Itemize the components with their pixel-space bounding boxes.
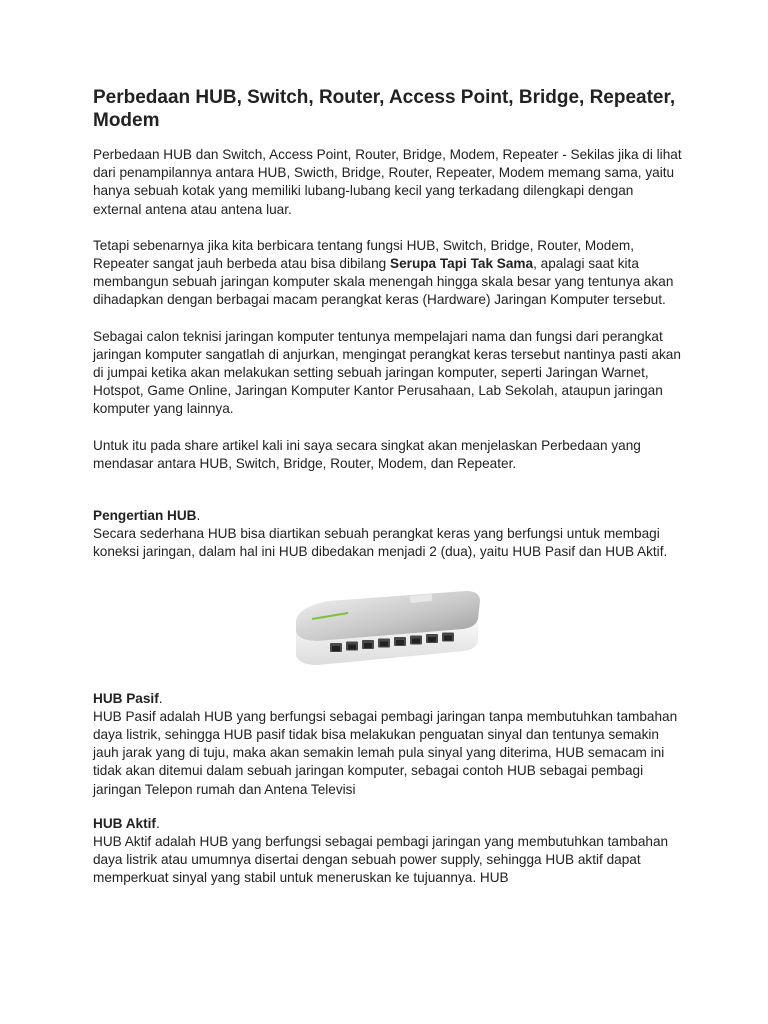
section-heading-hub-pasif: HUB Pasif. [93,690,163,706]
function-paragraph-start: Tetapi sebenarnya jika kita berbicara tentang fungsi HUB, Switch, Bridge, Router, Modem, Repeater sangat jauh berbeda atau bisa dibilang [93,237,635,272]
section-body-hub-aktif: HUB Aktif adalah HUB yang berfungsi sebagai pembagi jaringan yang membutuhkan tambahan daya listrik atau umumnya disertai dengan sebuah power supply, sehingga HUB aktif dapat memperkuat sinyal yang stabil untuk meneruskan ke tujuannya. HUB [93,834,669,886]
network-hub-device-icon [288,579,488,669]
intro-paragraph: Perbedaan HUB dan Switch, Access Point, Router, Bridge, Modem, Repeater - Sekilas jika di lihat dari penampilannya antara HUB, Swicth, Bridge, Router, Repeater, Modem memang sama, yaitu hanya sebuah kotak yang memiliki lubang-lubang kecil yang terkadang dilengkapi dengan external antena atau antena luar. [93,147,682,217]
hub-image [93,574,683,674]
section-heading-pengertian-hub: Pengertian HUB. [93,508,201,524]
article-title: Perbedaan HUB, Switch, Router, Access Point, Bridge, Repeater, Modem [93,87,676,131]
bold-phrase: Serupa Tapi Tak Sama [390,256,534,272]
technician-paragraph: Sebagai calon teknisi jaringan komputer tentunya mempelajari nama dan fungsi dari perangkat jaringan komputer sangatlah di anjurkan, mengingat perangkat keras tersebut nantinya pasti akan di jumpai ketika akan melakukan setting sebuah jaringan komputer, seperti Jaringan Warnet, Hotspot, Game Online, Jaringan Komputer Kantor Perusahaan, Lab Sekolah, ataupun jaringan komputer yang lainnya. [93,328,681,417]
function-paragraph-end: , apalagi saat kita membangun sebuah jaringan komputer skala menengah hingga skala besar yang tentunya akan dihadapkan dengan berbagai macam perangkat keras (Hardware) Jaringan Komputer tersebut. [93,256,674,308]
section-body-hub-pasif: HUB Pasif adalah HUB yang berfungsi sebagai pembagi jaringan tanpa membutuhkan tambahan daya listrik, sehingga HUB pasif tidak bisa melakukan penguatan sinyal dan tentunya semakin jauh jarak yang di tuju, maka akan semakin lemah pula sinyal yang diterima, HUB semacam ini tidak akan ditemui dalam sebuah jaringan komputer, sebagai contoh HUB sebagai pembagi jaringan Telepon rumah dan Antena Televisi [93,708,678,797]
share-paragraph: Untuk itu pada share artikel kali ini saya secara singkat akan menjelaskan Perbedaan yang mendasar antara HUB, Switch, Bridge, Router, Modem, dan Repeater. [93,437,641,471]
function-paragraph [93,237,683,310]
section-body-pengertian-hub: Secara sederhana HUB bisa diartikan sebuah perangkat keras yang berfungsi untuk membagi koneksi jaringan, dalam hal ini HUB dibedakan menjadi 2 (dua), yaitu HUB Pasif dan HUB Aktif. [93,526,668,560]
article-content [93,86,683,904]
section-heading-hub-aktif: HUB Aktif. [93,815,160,831]
